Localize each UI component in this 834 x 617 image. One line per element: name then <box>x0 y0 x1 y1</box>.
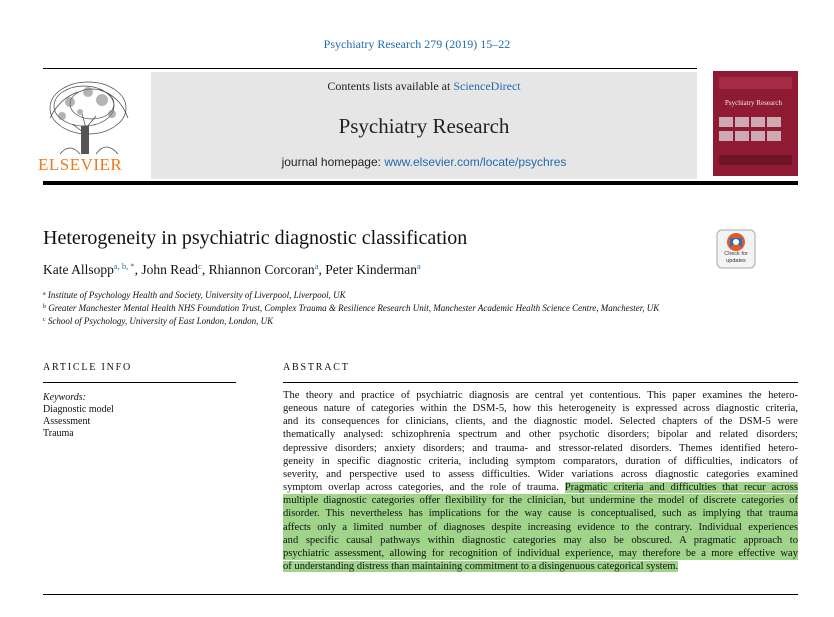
elsevier-wordmark[interactable]: ELSEVIER <box>38 155 123 174</box>
abstract-line: depressive disorders; anxiety disorders; and trauma- and stressor-related disorders. Themes identified hetero- <box>283 442 798 454</box>
keyword-item[interactable]: Trauma <box>43 428 74 439</box>
journal-cover-thumbnail[interactable] <box>713 71 798 176</box>
article-info-heading: ARTICLE INFO <box>43 362 133 373</box>
abstract-line: symptom overlap across categories, and the role of trauma. Pragmatic criteria and difficulties that recur across <box>283 482 799 494</box>
abstract-line: geneous nature of categories within the DSM-5, how this heterogeneity is expressed across diagnostic criteria, <box>283 403 798 415</box>
journal-citation[interactable]: Psychiatry Research 279 (2019) 15–22 <box>323 37 511 51</box>
abstract-line: thematically analysed: schizophrenia spectrum and other psychotic disorders; bipolar and related disorders; <box>283 429 798 441</box>
author-affiliation-mark[interactable]: c <box>198 261 202 271</box>
contents-prefix: Contents lists available at <box>327 79 454 93</box>
abstract-line: geneity in specific diagnostic criteria, including symptom comparators, duration of difficulties, indicators of <box>283 455 798 467</box>
journal-homepage-link[interactable]: www.elsevier.com/locate/psychres <box>384 155 567 169</box>
abstract-bottom-rule <box>43 594 798 595</box>
homepage-prefix: journal homepage: <box>281 155 385 169</box>
abstract-line: severity, and perspective used to assess difficulties. Wider variations across diagnostic categories examined <box>283 468 798 480</box>
journal-homepage-line <box>151 155 697 169</box>
cover-artwork-icon <box>713 71 798 176</box>
affiliation-mark: c <box>43 317 46 323</box>
check-for-updates-label[interactable]: Check for updates <box>724 251 748 264</box>
author-name[interactable]: John Read <box>141 262 199 277</box>
highlighted-text[interactable]: Pragmatic criteria and difficulties that recur across <box>564 482 799 494</box>
highlighted-text[interactable]: and specific causal pathways within diagnostic categories may also be obscured. A pragmatic approach to <box>283 534 798 546</box>
affiliation-c: $^c$ School of Psychology, University of East London, London, UK <box>43 316 274 326</box>
abstract-heading: ABSTRACT <box>283 362 350 373</box>
journal-banner <box>151 72 697 179</box>
abstract-line: and its consequences for clinicians, clients, and the diagnostic model. Selected chapters of the DSM-5 were <box>283 416 798 428</box>
highlighted-text[interactable]: disorder. This nevertheless has implications for the way cause is conceptualised, such as implying that trauma <box>283 508 798 520</box>
abstract-line: The theory and practice of psychiatric diagnosis are central yet contentious. This paper examines the hetero- <box>283 390 798 401</box>
affiliation-a: $^a$ Institute of Psychology Health and Society, University of Liverpool, Liverpool, UK <box>43 290 346 300</box>
keyword-item[interactable]: Assessment <box>43 416 91 427</box>
sciencedirect-link[interactable]: ScienceDirect <box>453 79 521 93</box>
journal-name: Psychiatry Research <box>338 114 510 138</box>
article-info-rule <box>43 382 236 383</box>
author-affiliation-mark[interactable]: a <box>417 261 421 271</box>
affiliation-b: $^b$ Greater Manchester Mental Health NHS Foundation Trust, Complex Trauma & Resilience Research Unit, Manchester Academic Health Science Centre, Manchester, UK <box>43 303 660 313</box>
keywords-label: Keywords: <box>43 392 86 403</box>
highlighted-text[interactable]: affects only a limited number of diagnoses despite increasing evidence to the contrary. Individual experiences <box>283 521 798 533</box>
author-name[interactable]: Rhiannon Corcoran <box>208 262 315 277</box>
header-bottom-rule-thick <box>43 181 798 185</box>
affiliation-mark: a <box>43 291 46 297</box>
cover-title: Psychiatry Research <box>725 99 782 107</box>
contents-lists-line <box>151 79 697 94</box>
author-affiliation-mark[interactable]: a, b, * <box>113 261 135 271</box>
keyword-item[interactable]: Diagnostic model <box>43 404 114 415</box>
affiliation-mark: b <box>43 304 46 310</box>
highlighted-text[interactable]: psychiatric assessment, allowing for recognition of individual experience, may therefore be a more effective way <box>283 547 798 559</box>
highlighted-text[interactable]: multiple diagnostic categories offer flexibility for the clinician, but undermine the model of discrete categories of <box>283 495 798 507</box>
author-name[interactable]: Kate Allsopp <box>43 262 114 277</box>
author-list: Kate Allsopp$^{a, b, *}$, John Read$^c$, Rhiannon Corcoran$^a$, Peter Kinderman$^a$ <box>43 261 421 277</box>
abstract-body <box>283 389 798 573</box>
article-title: Heterogeneity in psychiatric diagnostic classification <box>43 227 468 249</box>
author-affiliation-mark[interactable]: a <box>314 261 319 271</box>
author-name[interactable]: Peter Kinderman <box>325 262 418 277</box>
abstract-rule <box>283 382 798 383</box>
highlighted-text[interactable]: of understanding distress than maintaining commitment to a disingenuous categorical system. <box>283 561 679 573</box>
header-top-rule <box>43 68 697 69</box>
